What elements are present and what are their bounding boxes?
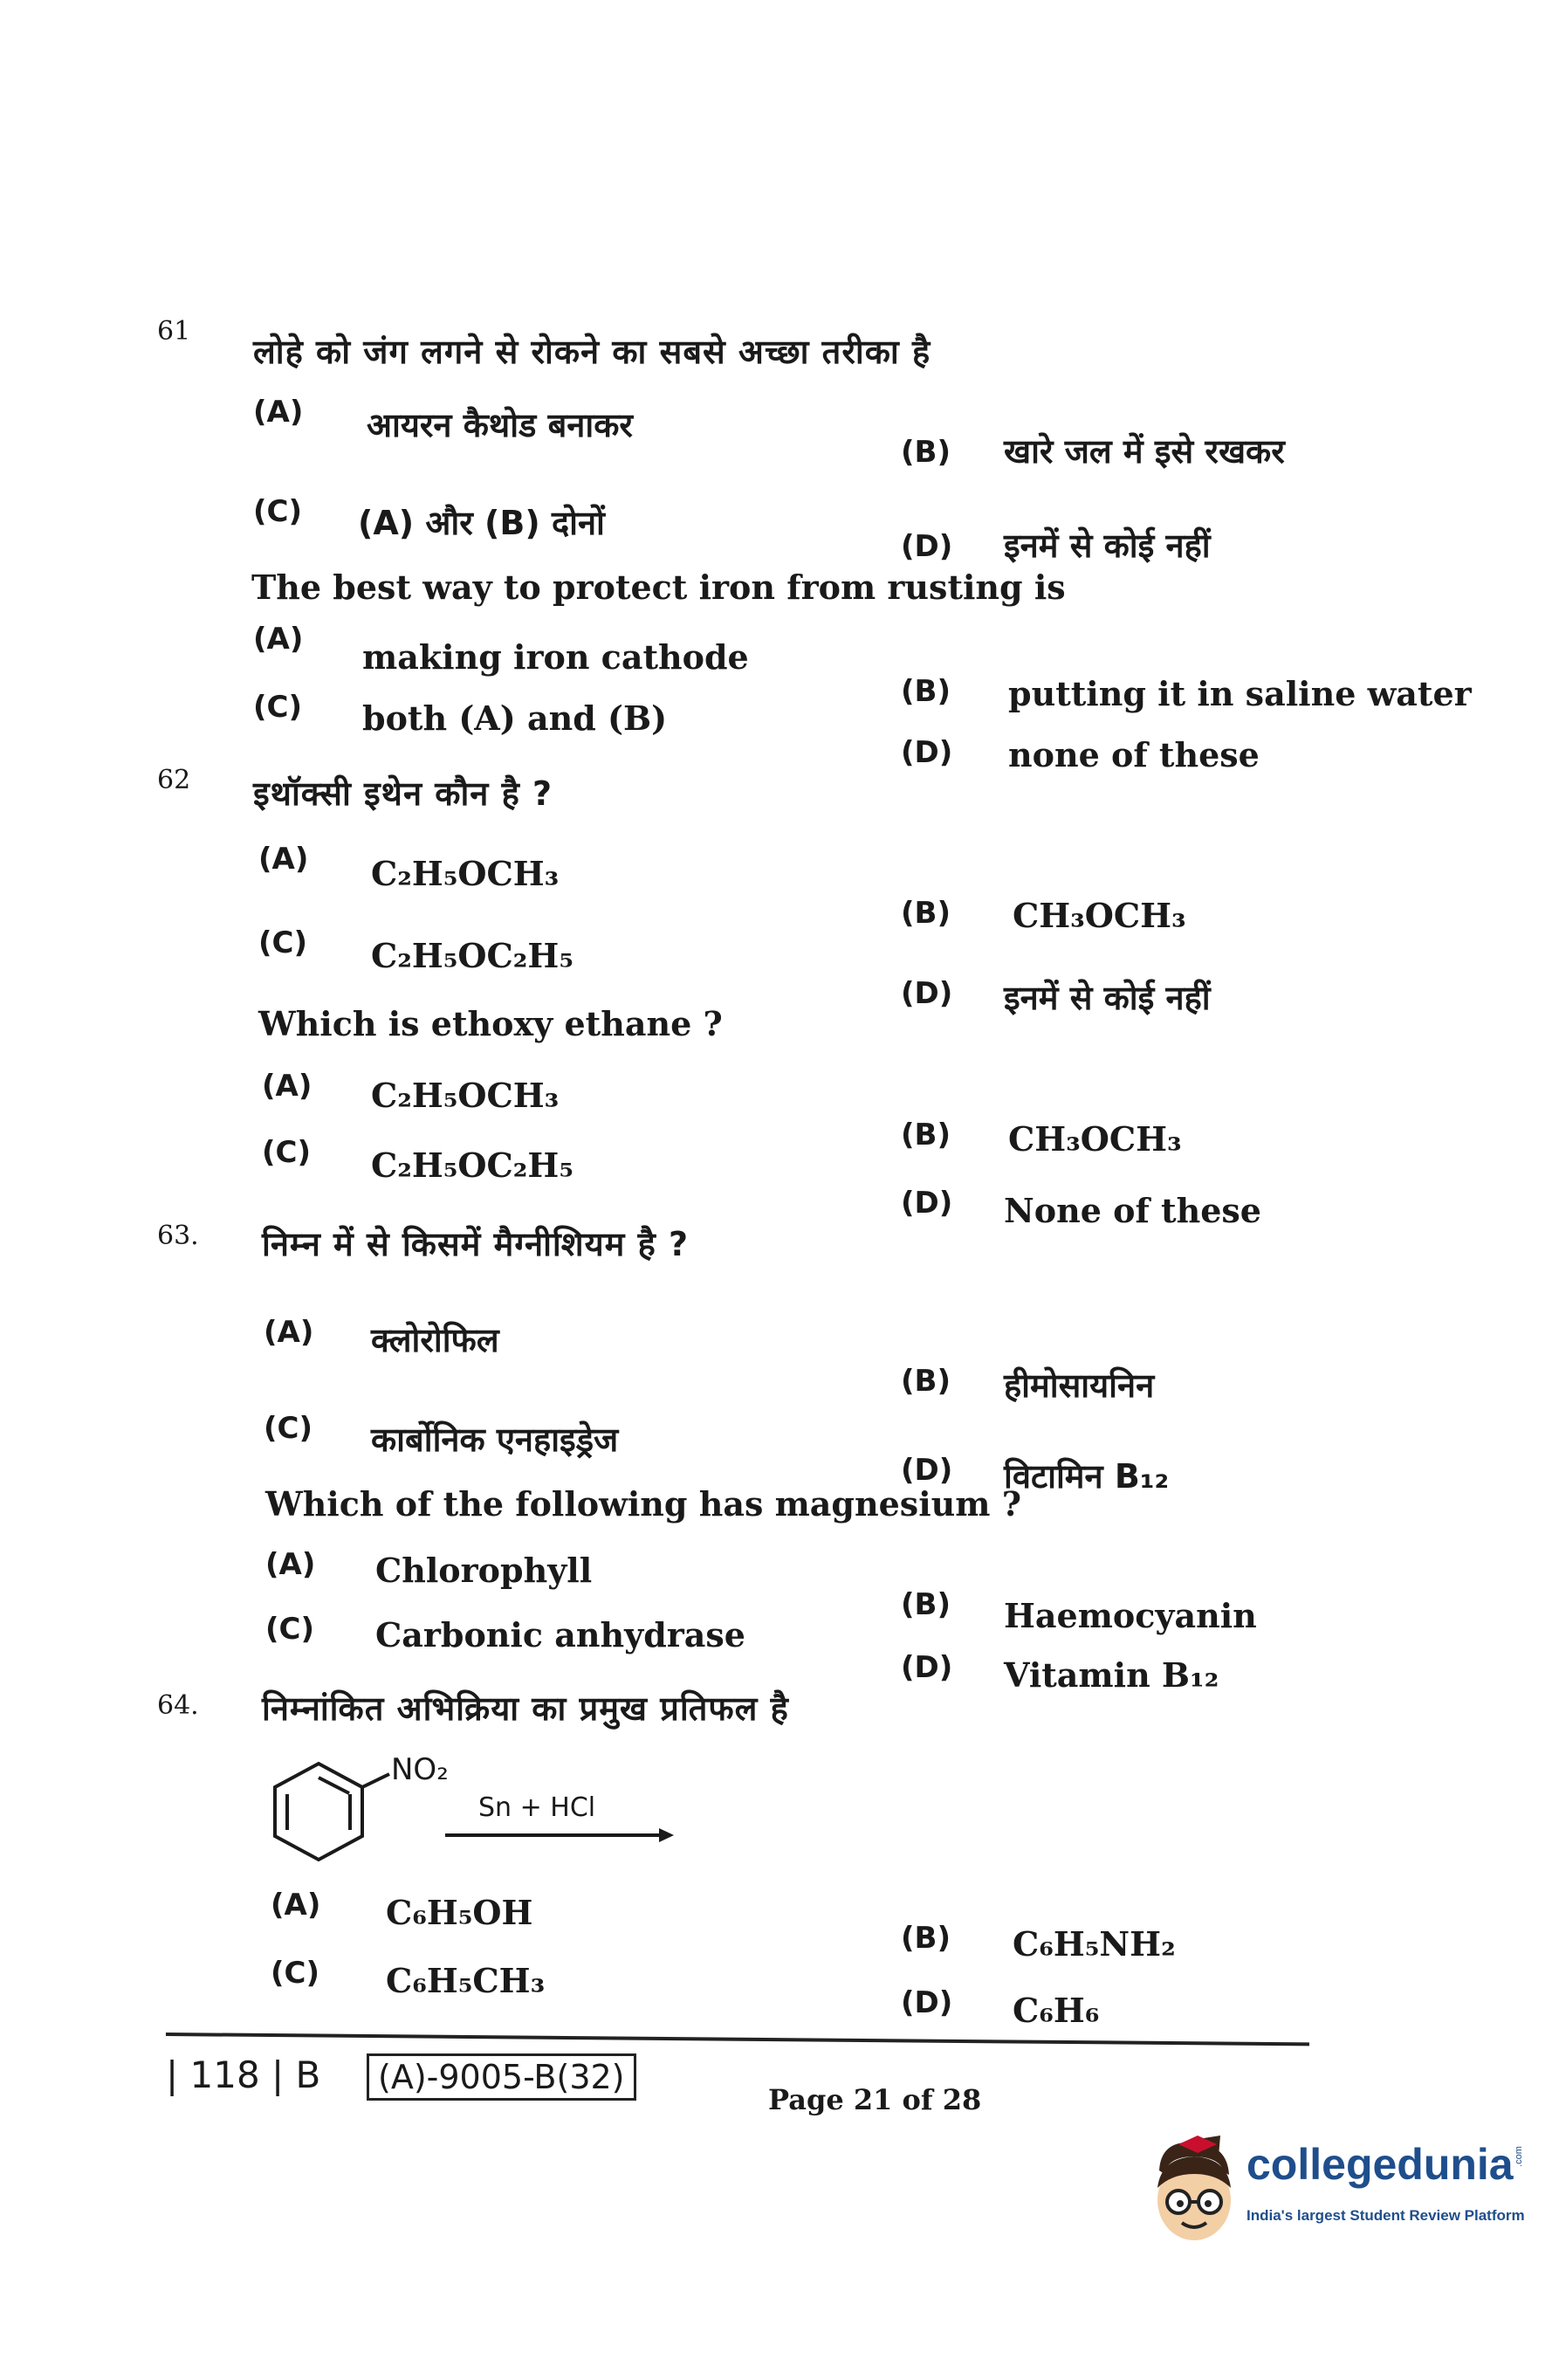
option-d-formula: C₆H₆: [1013, 1991, 1100, 2030]
question-text-english: Which of the following has magnesium ?: [265, 1484, 1021, 1524]
reagent-label: Sn + HCl: [478, 1792, 596, 1823]
option-label: (A): [264, 1315, 314, 1350]
collegedunia-logo: [1143, 2136, 1528, 2258]
question-number: 64.: [157, 1690, 199, 1721]
option-c-formula: C₂H₅OC₂H₅: [371, 1145, 573, 1185]
question-number: 63.: [157, 1221, 199, 1251]
option-c-formula: C₂H₅OC₂H₅: [371, 936, 573, 975]
option-label: (B): [901, 1587, 951, 1622]
option-a-hindi: आयरन कैथोड बनाकर: [367, 406, 633, 444]
option-d-english: Vitamin B₁₂: [1004, 1655, 1219, 1695]
question-text-english: The best way to protect iron from rusting is: [251, 567, 1066, 607]
brand-domain: .com: [1513, 2146, 1524, 2167]
option-c-hindi: कार्बोनिक एनहाइड्रेज: [371, 1420, 619, 1459]
option-label: (D): [901, 976, 953, 1011]
option-b-english: putting it in saline water: [1008, 674, 1472, 713]
option-label: (A): [253, 622, 304, 657]
question-text-hindi: निम्नांकित अभिक्रिया का प्रमुख प्रतिफल है: [262, 1689, 789, 1728]
option-label: (C): [264, 1411, 313, 1446]
option-b-hindi: खारे जल में इसे रखकर: [1004, 432, 1285, 471]
option-a-formula: C₆H₅OH: [386, 1893, 533, 1932]
option-b-english: Haemocyanin: [1004, 1596, 1257, 1635]
brand-name: collegedunia: [1247, 2140, 1514, 2189]
footer-paper-code: (A)-9005-B(32): [367, 2053, 636, 2101]
option-label: (B): [901, 674, 951, 709]
reaction-scheme: [262, 1755, 681, 1868]
option-label: (B): [901, 1364, 951, 1399]
option-c-english: both (A) and (B): [362, 698, 668, 738]
brand-tagline: India's largest Student Review Platform: [1247, 2207, 1525, 2224]
substituent-label: NO₂: [391, 1755, 449, 1787]
option-d-english: none of these: [1008, 735, 1260, 774]
option-c-hindi: (A) और (B) दोनों: [358, 504, 605, 542]
arrow-head-icon: [659, 1828, 674, 1842]
option-c-english: Carbonic anhydrase: [375, 1615, 745, 1654]
option-label: (B): [901, 896, 951, 931]
option-b-formula: CH₃OCH₃: [1013, 896, 1186, 935]
question-text-hindi: लोहे को जंग लगने से रोकने का सबसे अच्छा तरीका है: [253, 333, 931, 371]
question-text-hindi: निम्न में से किसमें मैग्नीशियम है ?: [262, 1225, 690, 1263]
option-label: (D): [901, 1453, 953, 1488]
option-a-formula: C₂H₅OCH₃: [371, 854, 560, 893]
option-label: (A): [271, 1888, 321, 1923]
option-label: (C): [258, 925, 308, 960]
option-label: (C): [253, 690, 303, 725]
option-b-hindi: हीमोसायनिन: [1004, 1366, 1155, 1405]
option-a-hindi: क्लोरोफिल: [371, 1321, 499, 1359]
page-number: Page 21 of 28: [768, 2083, 982, 2116]
question-number: 61: [157, 316, 191, 347]
option-label: (B): [901, 1118, 951, 1152]
bond-line: [362, 1774, 389, 1787]
option-label: (D): [901, 1985, 953, 2020]
option-b-formula: CH₃OCH₃: [1008, 1119, 1182, 1159]
option-label: (C): [262, 1135, 312, 1170]
option-a-formula: C₂H₅OCH₃: [371, 1076, 560, 1115]
option-d-hindi: इनमें से कोई नहीं: [1004, 526, 1211, 565]
option-label: (C): [271, 1956, 320, 1991]
option-label: (A): [258, 842, 309, 877]
option-label: (C): [253, 494, 303, 529]
option-label: (C): [265, 1612, 315, 1647]
option-label: (D): [901, 735, 953, 770]
benzene-ring-icon: [275, 1764, 362, 1860]
option-label: (D): [901, 1186, 953, 1221]
footer-rule: [166, 2033, 1309, 2046]
option-a-english: making iron cathode: [362, 637, 749, 677]
question-text-hindi: इथॉक्सी इथेन कौन है ?: [253, 774, 553, 813]
option-label: (B): [901, 1921, 951, 1956]
option-d-hindi: विटामिन B₁₂: [1004, 1457, 1170, 1496]
footer-code-left: | 118 | B: [166, 2053, 321, 2096]
student-mascot-icon: [1143, 2136, 1240, 2249]
option-label: (A): [262, 1069, 312, 1104]
option-label: (D): [901, 1650, 953, 1685]
question-number: 62: [157, 765, 191, 795]
question-text-english: Which is ethoxy ethane ?: [258, 1004, 723, 1043]
option-d-english: None of these: [1004, 1191, 1261, 1230]
option-label: (D): [901, 529, 953, 564]
option-a-english: Chlorophyll: [375, 1551, 593, 1590]
option-c-formula: C₆H₅CH₃: [386, 1961, 546, 2000]
option-d-hindi: इनमें से कोई नहीं: [1004, 979, 1211, 1017]
option-b-formula: C₆H₅NH₂: [1013, 1924, 1176, 1964]
option-label: (A): [265, 1547, 316, 1582]
option-label: (B): [901, 435, 951, 470]
option-label: (A): [253, 395, 304, 430]
